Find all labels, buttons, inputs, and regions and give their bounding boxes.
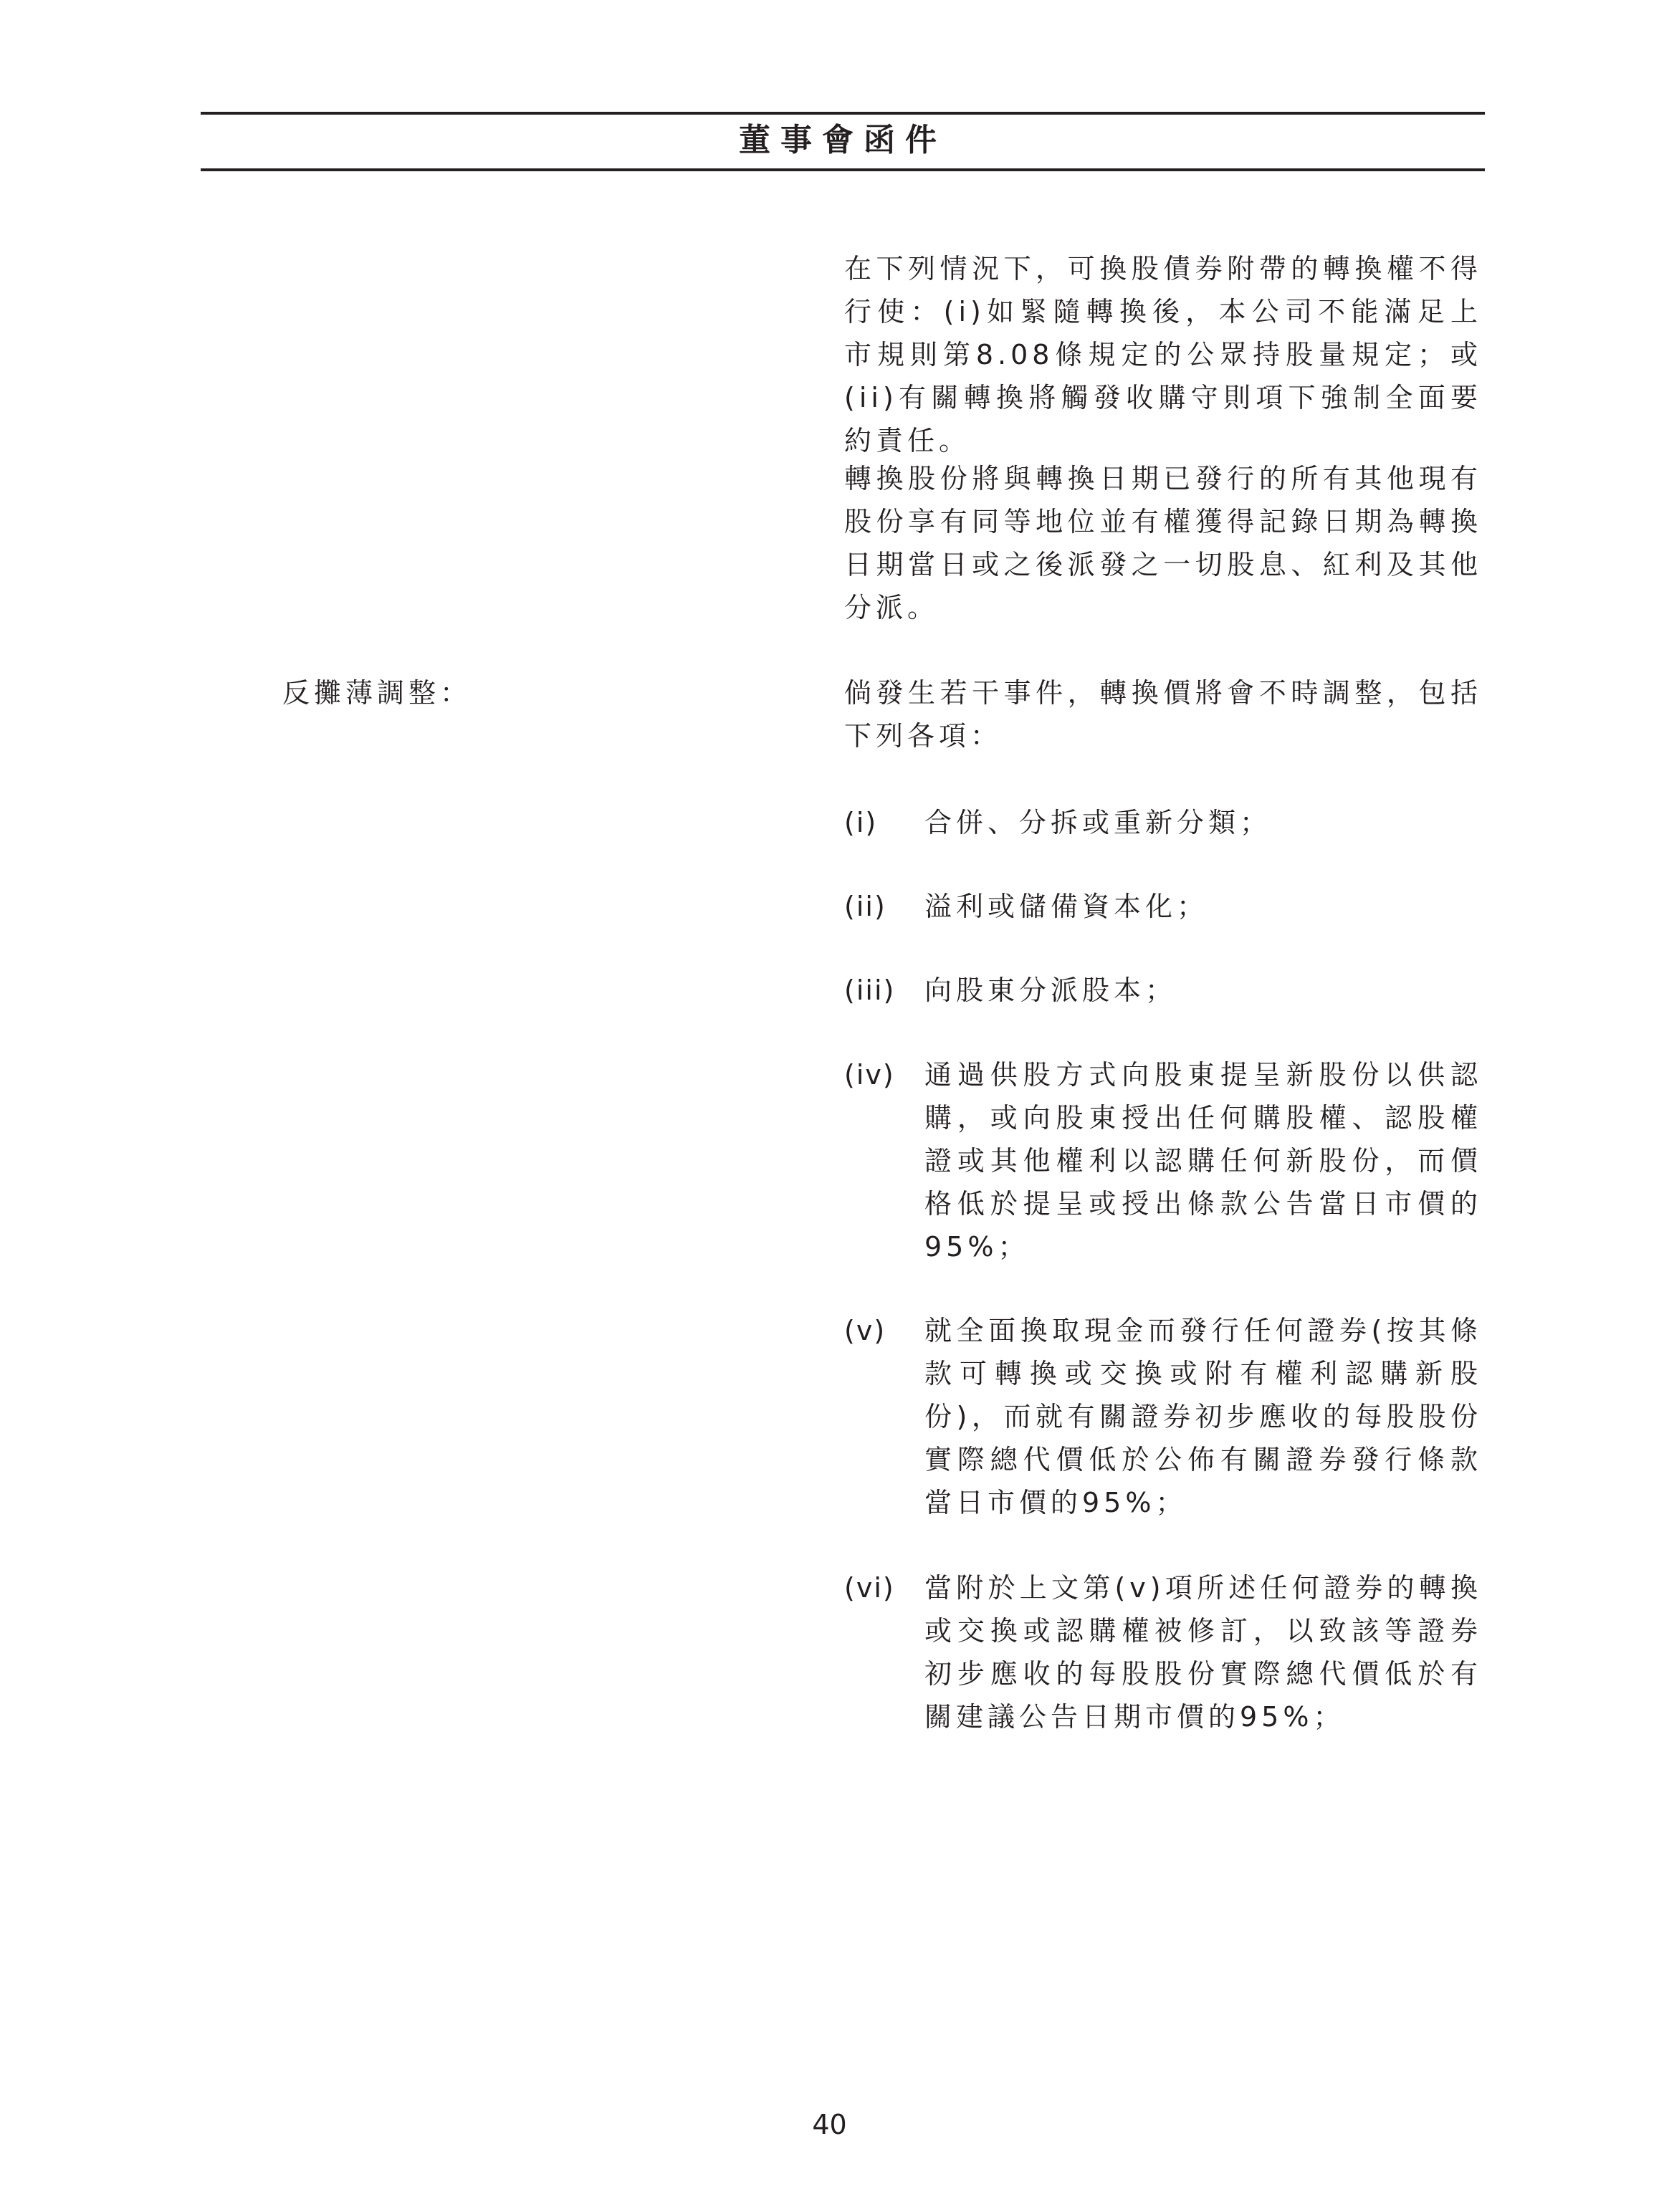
anti-dilution-intro: 倘發生若干事件，轉換價將會不時調整，包括下列各項：	[844, 677, 1482, 752]
list-item-number: (iv)	[844, 1059, 895, 1091]
conversion-restriction-paragraph: 在下列情況下，可換股債券附帶的轉換權不得行使：(i)如緊隨轉換後，本公司不能滿足上市規則第8.08條規定的公眾持股量規定；或(ii)有關轉換將觸發收購守則項下強制全面要約責任。	[844, 253, 1482, 456]
list-item-text: 向股東分派股本；	[924, 975, 1177, 1006]
anti-dilution-label: 反攤薄調整：	[282, 677, 472, 709]
list-item-number: (vi)	[844, 1572, 895, 1604]
list-item-text: 就全面換取現金而發行任何證券(按其條款可轉換或交換或附有權利認購新股份)，而就有關證券初步應收的每股股份實際總代價低於公佈有關證券發行條款當日市價的95%；	[924, 1315, 1482, 1518]
list-item-text: 通過供股方式向股東提呈新股份以供認購，或向股東授出任何購股權、認股權證或其他權利以認購任何新股份，而價格低於提呈或授出條款公告當日市價的95%；	[924, 1059, 1482, 1263]
list-item-number: (iii)	[844, 975, 896, 1006]
list-item-number: (i)	[844, 807, 878, 838]
page-title: 董事會函件	[739, 122, 947, 158]
header-rule-bottom	[201, 168, 1485, 171]
header-rule-top	[201, 112, 1485, 115]
list-item-text: 合併、分拆或重新分類；	[924, 807, 1272, 838]
list-item-number: (ii)	[844, 891, 886, 922]
page-number: 40	[812, 2109, 847, 2140]
conversion-shares-ranking-paragraph: 轉換股份將與轉換日期已發行的所有其他現有股份享有同等地位並有權獲得記錄日期為轉換日期當日或之後派發之一切股息、紅利及其他分派。	[844, 463, 1482, 623]
list-item-text: 溢利或儲備資本化；	[924, 891, 1209, 922]
list-item-number: (v)	[844, 1315, 886, 1346]
list-item-text: 當附於上文第(v)項所述任何證券的轉換或交換或認購權被修訂，以致該等證券初步應收的每股股份實際總代價低於有關建議公告日期市價的95%；	[924, 1572, 1482, 1733]
